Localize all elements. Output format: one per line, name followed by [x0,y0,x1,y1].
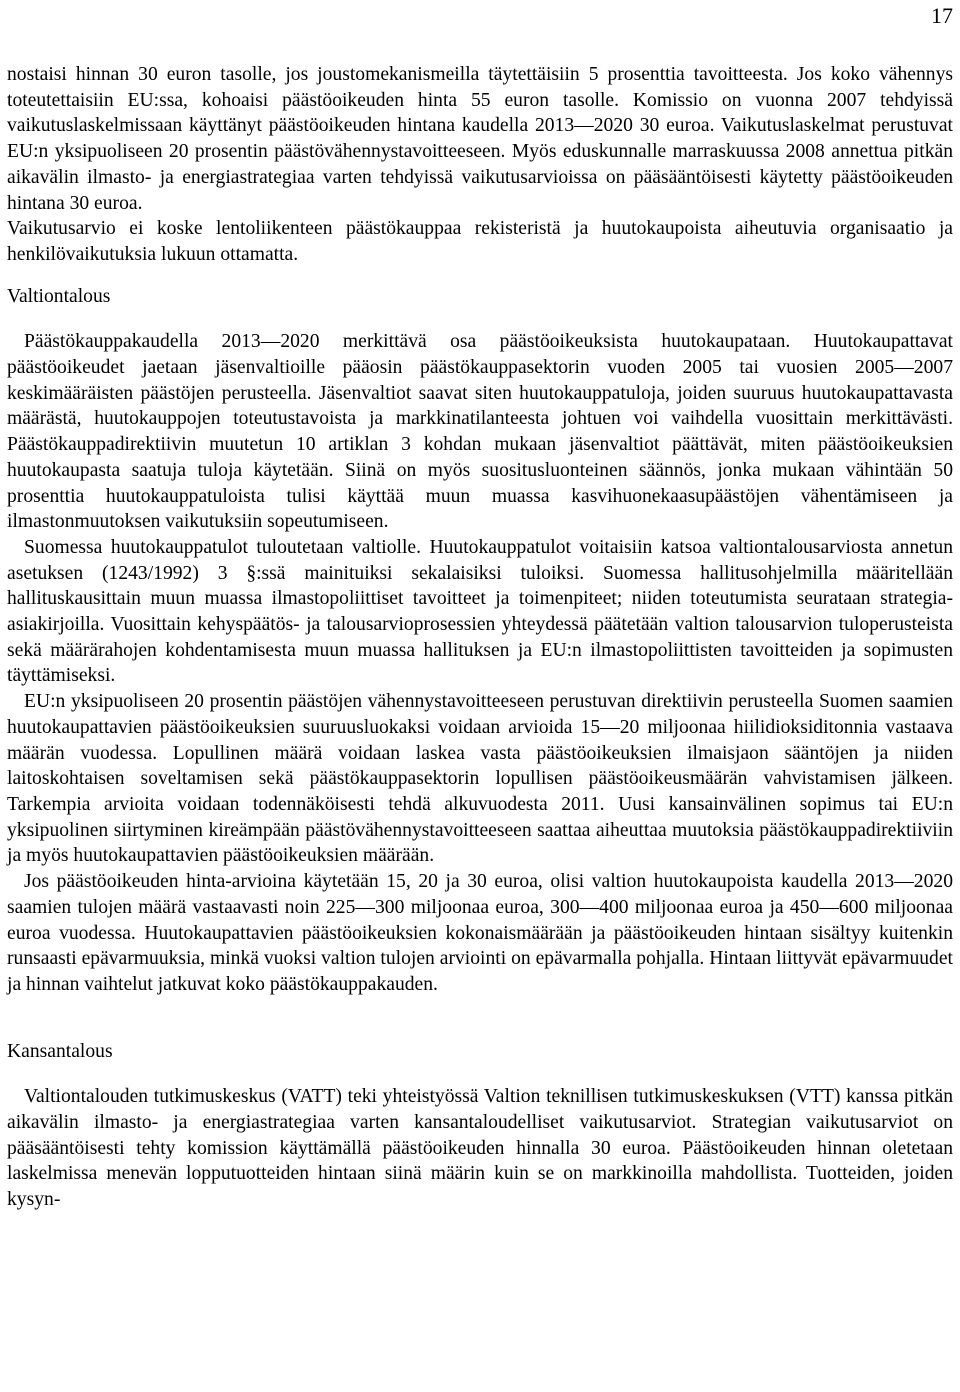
document-body [7,62,953,1213]
paragraph: EU:n yksipuoliseen 20 prosentin päästöjen vähennystavoitteeseen perustuvan direktiivin perusteella Suomen saamien huutokaupattavien päästöoikeuksien suuruusluokaksi voidaan arvioida 15—20 miljoonaa hiilidioksiditonnia vastaava määrän vuodessa. Lopullinen määrä voidaan laskea vasta päästöoikeuksien ilmaisjaon sääntöjen ja niiden laitoskohtaisen soveltamisen sekä päästökauppasektorin lopullisen päästöoikeusmäärän vahvistamisen jälkeen. Tarkempia arvioita voidaan todennäköisesti tehdä alkuvuodesta 2011. Uusi kansainvälinen sopimus tai EU:n yksipuolinen siirtyminen kireämpään päästövähennystavoitteeseen saattaa aiheuttaa muutoksia päästökauppadirektiiviin ja myös huutokaupattavien päästöoikeuksien määrään. [7,691,953,867]
page-number: 17 [931,3,953,28]
section-heading-kansantalous: Kansantalous [7,1040,113,1062]
paragraph: Suomessa huutokauppatulot tuloutetaan valtiolle. Huutokauppatulot voitaisiin katsoa valtiontalousarviosta annetun asetuksen (1243/1992) 3 §:ssä mainituiksi sekalaisiksi tuloiksi. Suomessa hallitusohjelmilla määritellään hallituskausittain muun muassa ilmastopoliittiset tavoitteet ja toimenpiteet; niiden toteutumista seurataan strategia-asiakirjoilla. Vuosittain kehyspäätös- ja talousarvioprosessien yhteydessä päätetään valtion talousarvion tuloperusteista sekä määrärahojen kohdentamisesta muun muassa hallituksen ja EU:n ilmastopoliittisten tavoitteiden ja sopimusten täyttämiseksi. [7,536,953,687]
paragraph: Päästökauppakaudella 2013—2020 merkittävä osa päästöoikeuksista huutokaupataan. Huutokaupattavat päästöoikeudet jaetaan jäsenvaltioille pääosin päästökauppasektorin vuoden 2005 tai vuosien 2005—2007 keskimääräisten päästöjen perusteella. Jäsenvaltiot saavat siten huutokauppatuloja, joiden suuruus huutokaupattavasta määrästä, huutokauppojen toteutustavoista ja markkinatilanteesta johtuen voi vaihdella vuosittain merkittävästi. Päästökauppadirektiivin muutetun 10 artiklan 3 kohdan mukaan jäsenvaltiot päättävät, miten päästöoikeuksien huutokaupasta saatuja tuloja käytetään. Siinä on myös suositusluonteinen säännös, jonka mukaan vähintään 50 prosenttia huutokauppatuloista tulisi käyttää muun muassa kasvihuonekaasupäästöjen vähentämiseen ja ilmastonmuutoksen vaikutuksiin sopeutumiseen. [7,331,953,533]
section-heading-valtiontalous: Valtiontalous [7,285,111,307]
paragraph: Jos päästöoikeuden hinta-arvioina käytetään 15, 20 ja 30 euroa, olisi valtion huutokaupoista kaudella 2013—2020 saamien tulojen määrä vastaavasti noin 225—300 miljoonaa euroa, 300—400 miljoonaa euroa ja 450—600 miljoonaa euroa vuodessa. Huutokaupattavien päästöoikeuksien kokonaismäärään ja päästöoikeuden hintaan sisältyy kuitenkin runsaasti epävarmuuksia, minkä vuoksi valtion tulojen arviointi on epävarmalla pohjalla. Hintaan liittyvät epävarmuudet ja hinnan vaihtelut jatkuvat koko päästökauppakauden. [7,871,953,995]
paragraph-impact-scope: Vaikutusarvio ei koske lentoliikenteen päästökauppaa rekisteristä ja huutokaupoista aiheutuvia organisaatio ja henkilövaikutuksia lukuun ottamatta. [7,218,953,265]
paragraph: Valtiontalouden tutkimuskeskus (VATT) teki yhteistyössä Valtion teknillisen tutkimuskeskuksen (VTT) kanssa pitkän aikavälin ilmasto- ja energiastrategiaa varten kansantaloudelliset vaikutusarviot. Strategian vaikutusarviot on pääsääntöisesti tehty komission käyttämällä päästöoikeuden hinnalla 30 euroa. Päästöoikeuden hinnan oletetaan laskelmissa menevän lopputuotteiden hintaan siinä määrin kuin se on markkinoilla mahdollista. Tuotteiden, joiden kysyn- [7,1086,953,1211]
paragraph-continuation: nostaisi hinnan 30 euron tasolle, jos joustomekanismeilla täytettäisiin 5 prosenttia tavoitteesta. Jos koko vähennys toteutettaisiin EU:ssa, kohoaisi päästöoikeuden hinta 55 euron tasolle. Komissio on vuonna 2007 tehdyissä vaikutuslaskelmissaan käyttänyt päästöoikeuden hintana kaudella 2013—2020 30 euroa. Vaikutuslaskelmat perustuvat EU:n yksipuoliseen 20 prosentin päästövähennystavoitteeseen. Myös eduskunnalle marraskuussa 2008 annettua pitkän aikavälin ilmasto- ja energiastrategiaa varten tehdyissä vaikutusarvioissa on pääsääntöisesti käytetty päästöoikeuden hintana 30 euroa. [7,64,953,214]
